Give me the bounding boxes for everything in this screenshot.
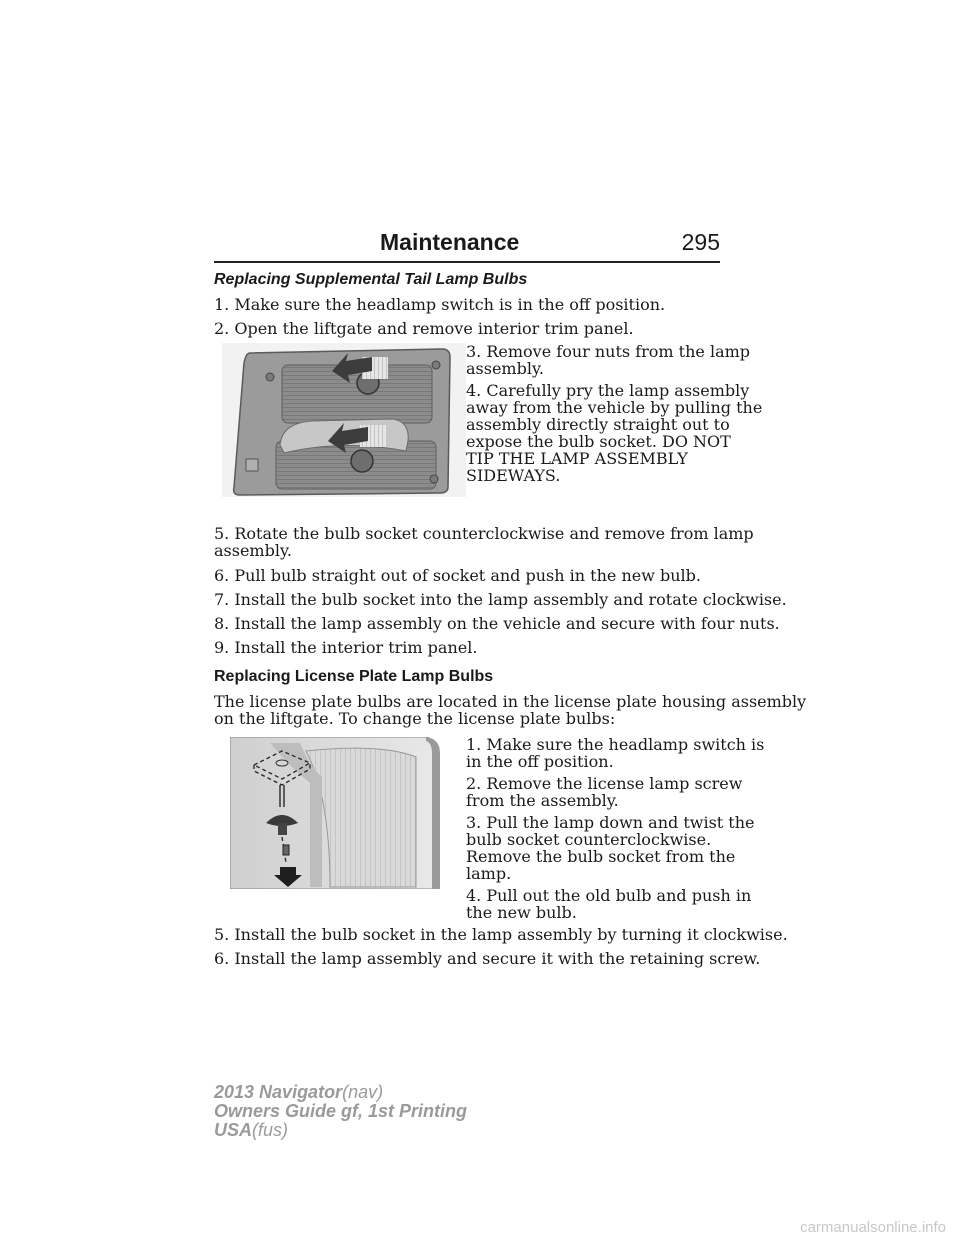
tail-step-6: 6. Pull bulb straight out of socket and push in the new bulb. <box>214 566 701 585</box>
license-step-1: 1. Make sure the headlamp switch is in the off position. <box>466 735 765 771</box>
section-title: Maintenance <box>380 229 520 255</box>
license-step-3: 3. Pull the lamp down and twist the bulb socket counterclockwise. Remove the bulb socket from the lamp. <box>466 813 755 883</box>
tail-step-9: 9. Install the interior trim panel. <box>214 638 478 657</box>
header-rule <box>214 261 720 263</box>
heading-tail-lamp: Replacing Supplemental Tail Lamp Bulbs <box>214 271 528 288</box>
license-step-5: 5. Install the bulb socket in the lamp assembly by turning it clockwise. <box>214 925 788 944</box>
license-step-2: 2. Remove the license lamp screw from the assembly. <box>466 774 743 810</box>
tail-step-8: 8. Install the lamp assembly on the vehicle and secure with four nuts. <box>214 614 780 633</box>
license-step-6: 6. Install the lamp assembly and secure it with the retaining screw. <box>214 949 761 968</box>
tail-step-5: 5. Rotate the bulb socket counterclockwise and remove from lamp assembly. <box>214 524 754 560</box>
watermark: carmanualsonline.info <box>800 1219 946 1236</box>
tail-step-1: 1. Make sure the headlamp switch is in the off position. <box>214 295 666 314</box>
license-step-4: 4. Pull out the old bulb and push in the new bulb. <box>466 886 752 922</box>
heading-license-lamp: Replacing License Plate Lamp Bulbs <box>214 668 494 685</box>
tail-step-3: 3. Remove four nuts from the lamp assembly. <box>466 342 751 378</box>
tail-step-4: 4. Carefully pry the lamp assembly away from the vehicle by pulling the assembly directly straight out to expose the bulb socket. DO NOT TIP THE LAMP ASSEMBLY SIDEWAYS. <box>466 381 763 485</box>
tail-lamp-panel-illustration <box>222 343 466 497</box>
page-header <box>214 229 720 261</box>
tail-step-2: 2. Open the liftgate and remove interior trim panel. <box>214 319 634 338</box>
license-lamp-illustration <box>230 737 466 889</box>
page-number: 295 <box>681 229 720 255</box>
license-intro: The license plate bulbs are located in the license plate housing assembly on the liftgate. To change the license plate bulbs: <box>214 692 807 728</box>
tail-step-7: 7. Install the bulb socket into the lamp assembly and rotate clockwise. <box>214 590 787 609</box>
document-footer: 2013 Navigator(nav) Owners Guide gf, 1st Printing USA(fus) <box>214 1082 468 1140</box>
